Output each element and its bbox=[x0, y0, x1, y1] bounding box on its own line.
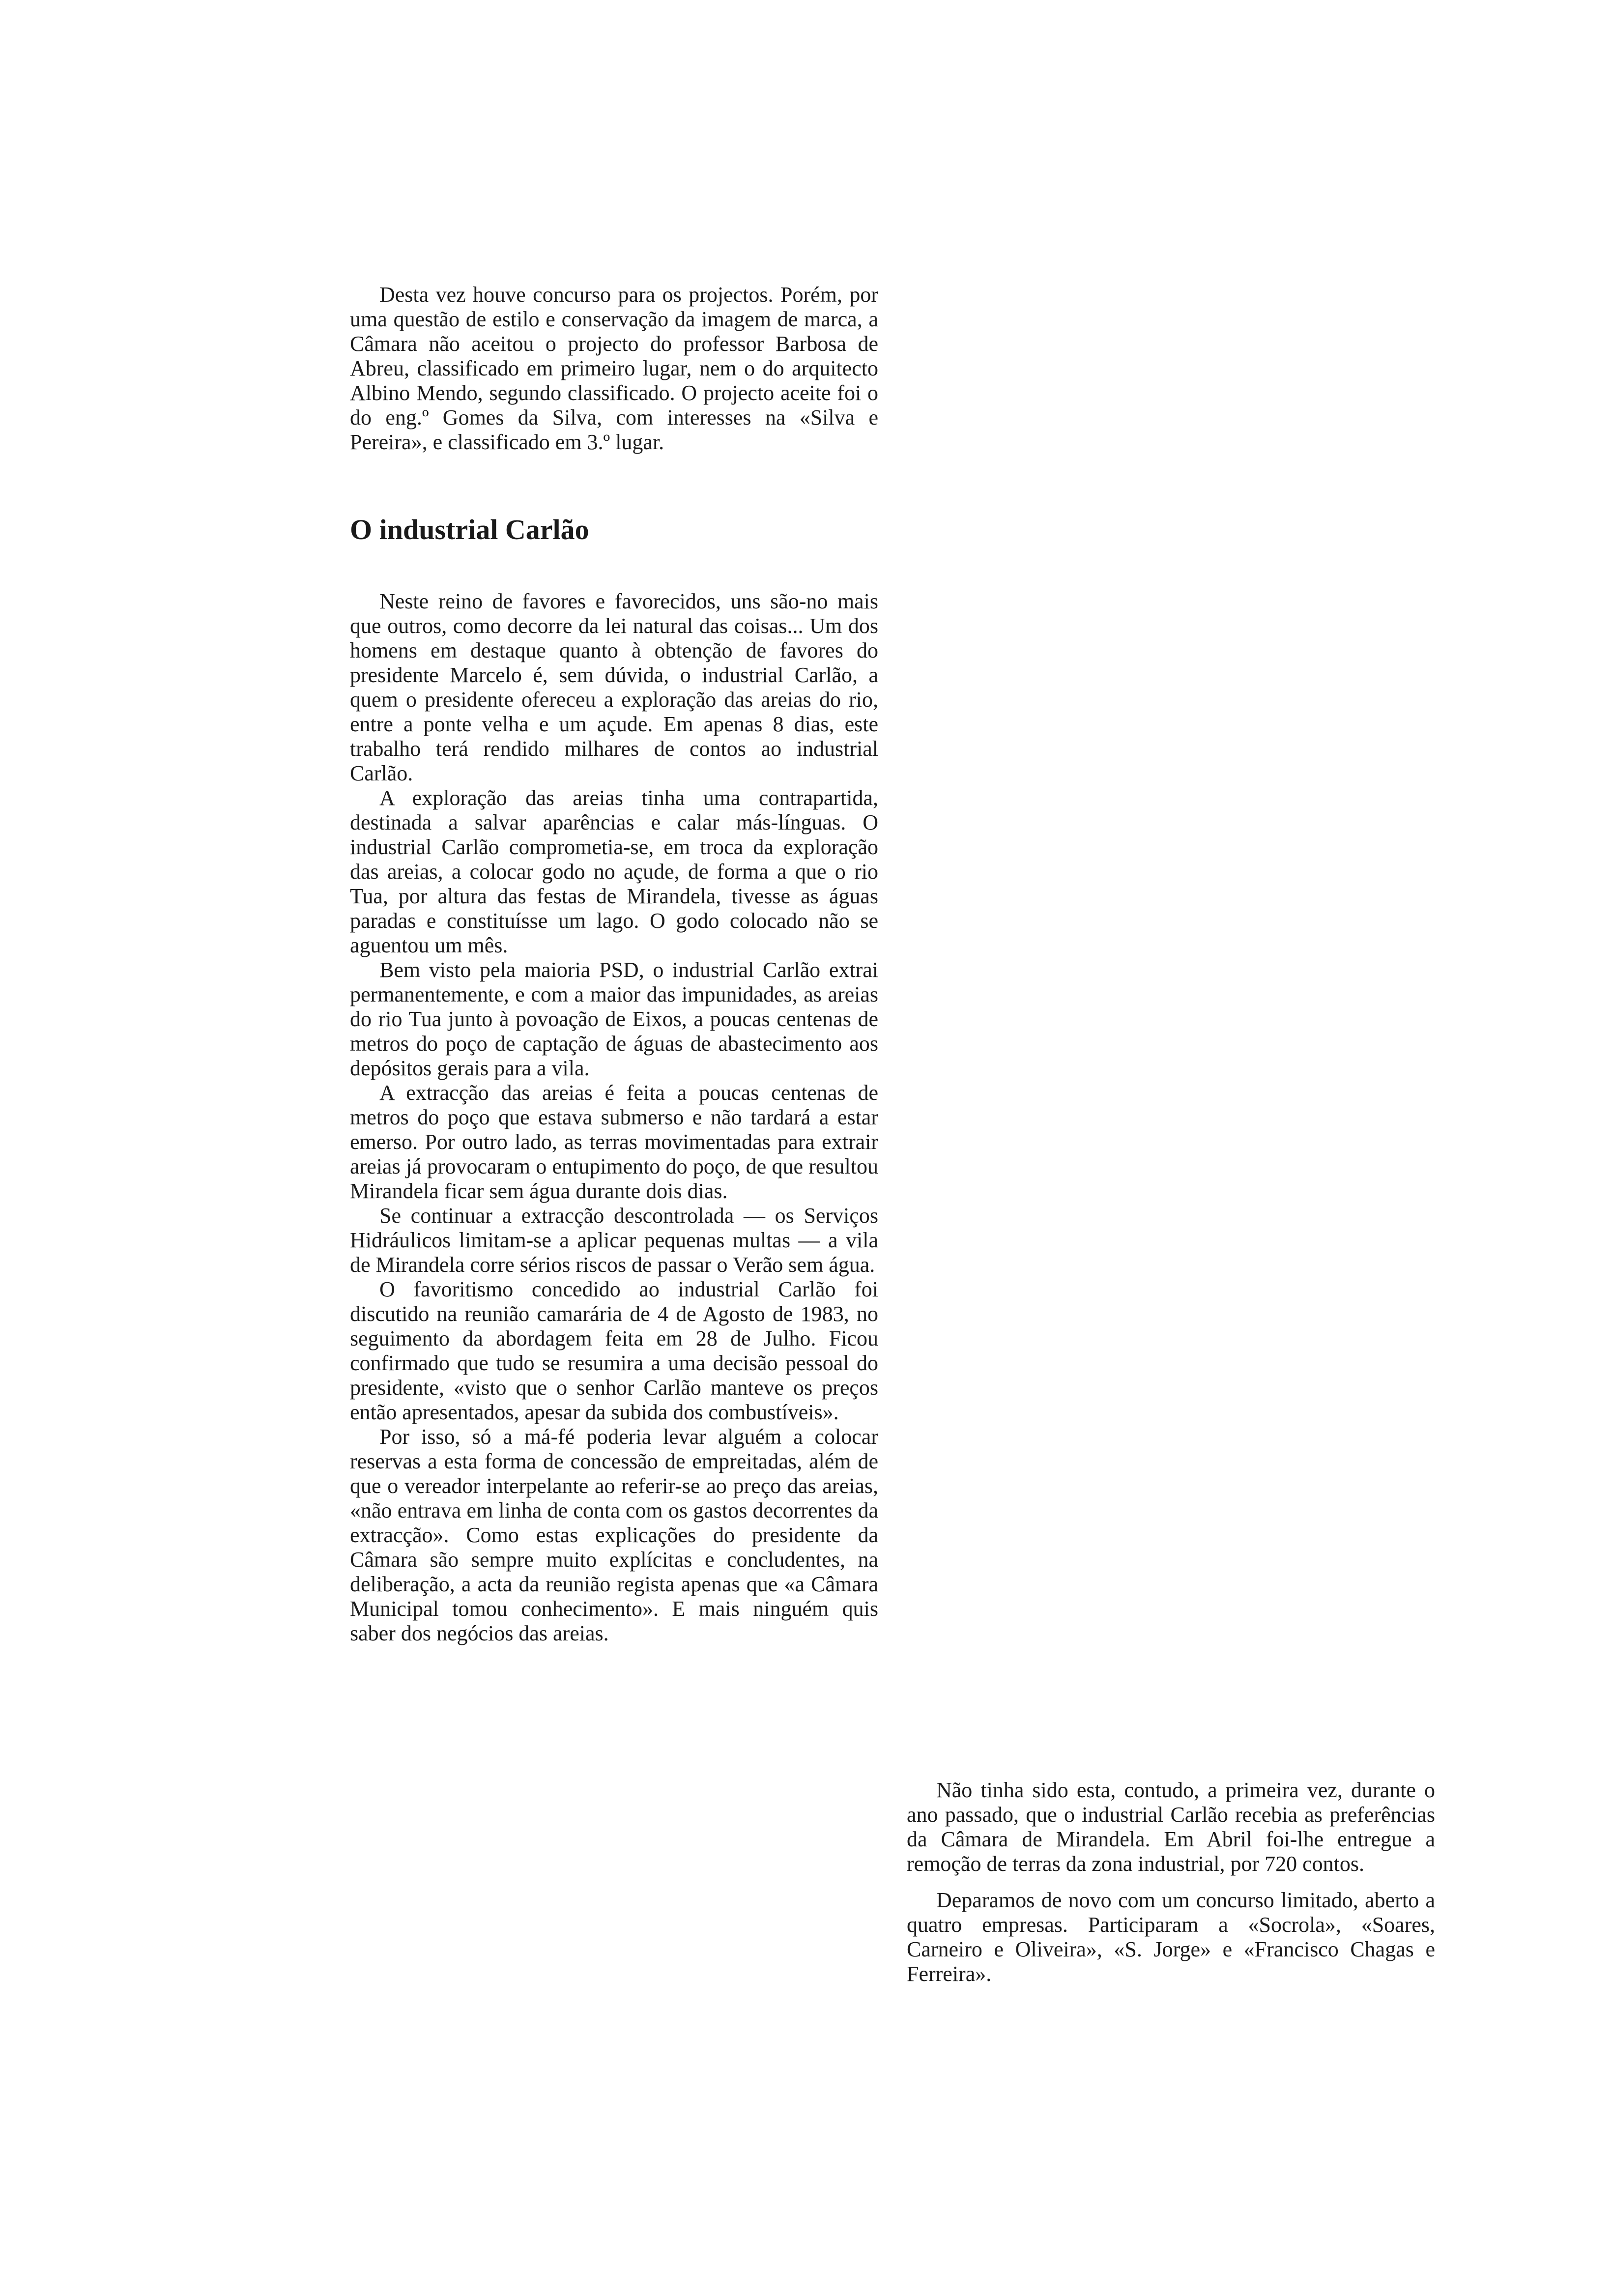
section-heading: O industrial Carlão bbox=[350, 514, 589, 545]
intro-paragraph: Desta vez houve concurso para os projectos. Porém, por uma questão de estilo e conservação da imagem de marca, a Câmara não aceitou o projecto do professor Barbosa de Abreu, classificado em primeiro lugar, nem o do arquitecto Albino Mendo, segundo classificado. O projecto aceite foi o do eng.º Gomes da Silva, com interesses na «Silva e Pereira», e classificado em 3.º lugar. bbox=[350, 283, 878, 454]
body-paragraph: O favoritismo concedido ao industrial Carlão foi discutido na reunião camarária de 4 de Agosto de 1983, no seguimento da abordagem feita em 28 de Julho. Ficou confirmado que tudo se resumira a uma decisão pessoal do presidente, «visto que o senhor Carlão manteve os preços então apresentados, apesar da subida dos combustíveis». bbox=[350, 1277, 878, 1424]
body-paragraph: Por isso, só a má-fé poderia levar alguém a colocar reservas a esta forma de concessão de empreitadas, além de que o vereador interpelante ao referir-se ao preço das areias, «não entrava em linha de conta com os gastos decorrentes da extracção». Como estas explicações do presidente da Câmara são sempre muito explícitas e concludentes, na deliberação, a acta da reunião regista apenas que «a Câmara Municipal tomou conhecimento». E mais ninguém quis saber dos negócios das areias. bbox=[350, 1425, 878, 1645]
body-paragraph: Bem visto pela maioria PSD, o industrial Carlão extrai permanentemente, e com a maior das impunidades, as areias do rio Tua junto à povoação de Eixos, a poucas centenas de metros do poço de captação de águas de abastecimento aos depósitos gerais para a vila. bbox=[350, 958, 878, 1080]
body-paragraph: A exploração das areias tinha uma contrapartida, destinada a salvar aparências e calar más-línguas. O industrial Carlão comprometia-se, em troca da exploração das areias, a colocar godo no açude, de forma a que o rio Tua, por altura das festas de Mirandela, tivesse as águas paradas e constituísse um lago. O godo colocado não se aguentou um mês. bbox=[350, 786, 878, 957]
body-paragraph: Deparamos de novo com um concurso limitado, aberto a quatro empresas. Participaram a «Socrola», «Soares, Carneiro e Oliveira», «S. Jorge» e «Francisco Chagas e Ferreira». bbox=[907, 1888, 1435, 1986]
left-column bbox=[350, 283, 878, 1646]
right-column bbox=[907, 1778, 1435, 1986]
paragraph-gap bbox=[907, 1876, 1435, 1888]
body-paragraph: Neste reino de favores e favorecidos, uns são-no mais que outros, como decorre da lei natural das coisas... Um dos homens em destaque quanto à obtenção de favores do presidente Marcelo é, sem dúvida, o industrial Carlão, a quem o presidente ofereceu a exploração das areias do rio, entre a ponte velha e um açude. Em apenas 8 dias, este trabalho terá rendido milhares de contos ao industrial Carlão. bbox=[350, 589, 878, 785]
body-paragraph: A extracção das areias é feita a poucas centenas de metros do poço que estava submerso e não tardará a estar emerso. Por outro lado, as terras movimentadas para extrair areias já provocaram o entupimento do poço, de que resultou Mirandela ficar sem água durante dois dias. bbox=[350, 1081, 878, 1203]
body-paragraph: Se continuar a extracção descontrolada — os Serviços Hidráulicos limitam-se a aplicar pequenas multas — a vila de Mirandela corre sérios riscos de passar o Verão sem água. bbox=[350, 1204, 878, 1277]
body-paragraph: Não tinha sido esta, contudo, a primeira vez, durante o ano passado, que o industrial Carlão recebia as preferências da Câmara de Mirandela. Em Abril foi-lhe entregue a remoção de terras da zona industrial, por 720 contos. bbox=[907, 1778, 1435, 1876]
